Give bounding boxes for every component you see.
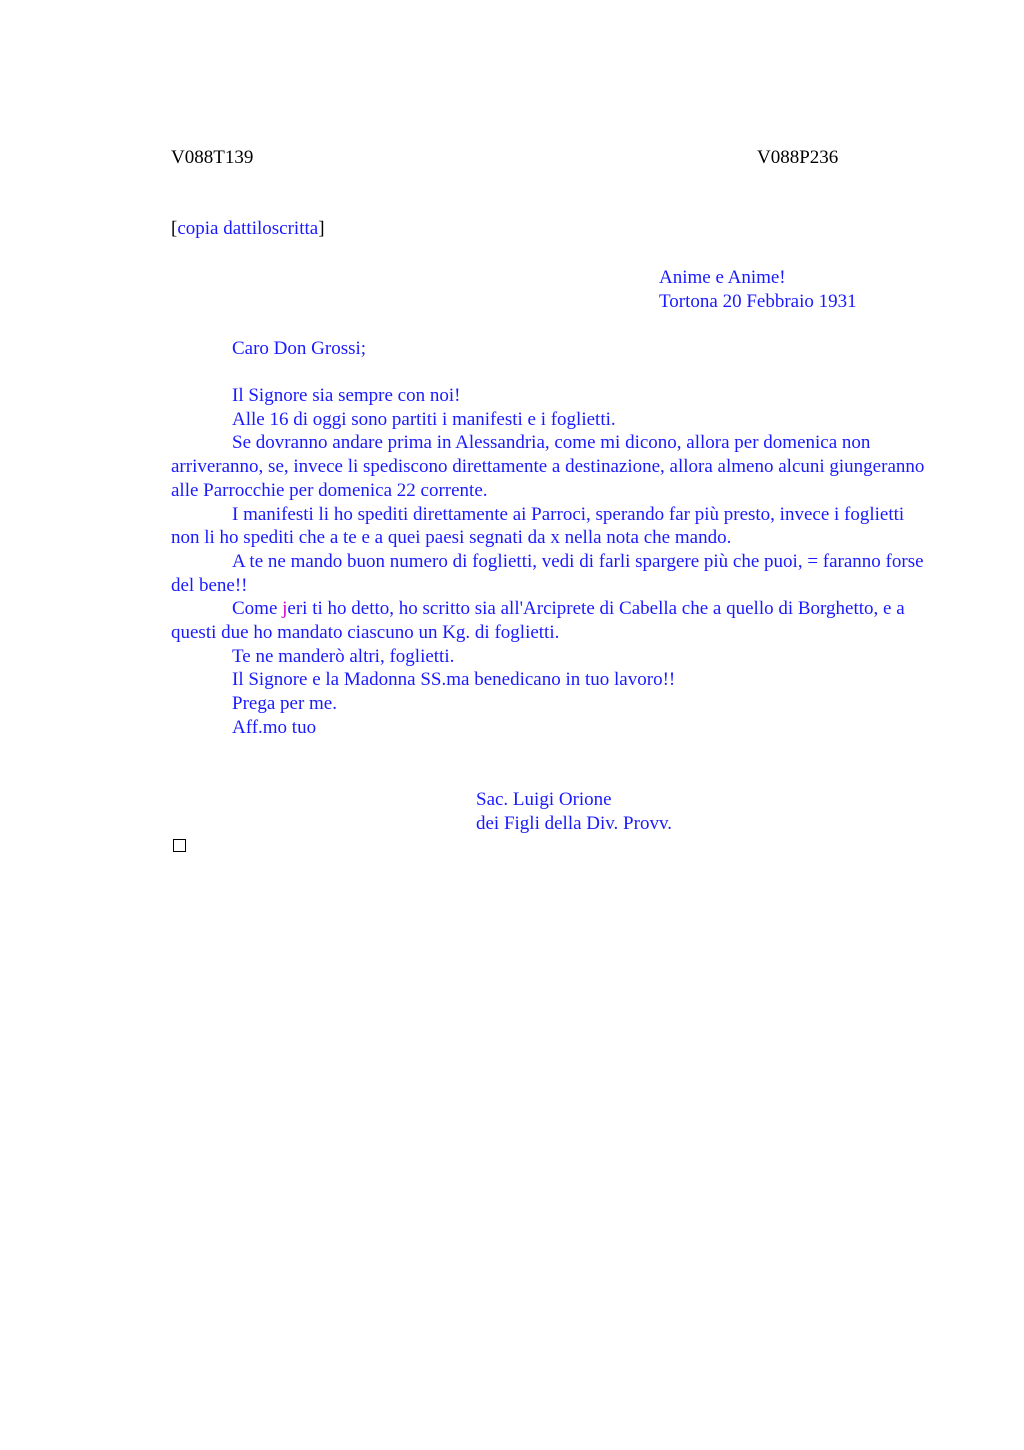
note-close-bracket: ] — [318, 218, 325, 239]
motto: Anime e Anime! — [659, 267, 786, 288]
paragraph: A te ne mando buon numero di foglietti, vedi di farli spargere più che puoi, = faranno forse del bene!! — [171, 550, 924, 596]
paragraph: Prega per me. — [232, 693, 337, 715]
paragraph: I manifesti li ho spediti direttamente ai Parroci, sperando far più presto, invece i foglietti non li ho spediti che a te e a quei paesi segnati da x nella nota che mando. — [171, 503, 905, 549]
place-date: Tortona 20 Febbraio 1931 — [659, 291, 857, 312]
signature-title: dei Figli della Div. Provv. — [476, 813, 672, 834]
doc-code-left: V088T139 — [171, 147, 254, 168]
paragraph-rest: eri ti ho detto, ho scritto sia all'Arciprete di Cabella che a quello di Borghetto, e a questi due ho mandato ciascuno un Kg. di foglietti. — [171, 598, 905, 644]
highlighted-letter: j — [282, 598, 288, 620]
end-marker-box-icon — [173, 839, 186, 852]
letter-body — [171, 384, 936, 740]
note-text: copia dattiloscritta — [177, 218, 319, 239]
paragraph: Il Signore e la Madonna SS.ma benedicano in tuo lavoro!! — [232, 669, 676, 691]
paragraph: Il Signore sia sempre con noi! — [232, 385, 461, 406]
signature-name: Sac. Luigi Orione — [476, 789, 612, 810]
typescript-note — [171, 217, 325, 241]
paragraph: Te ne manderò altri, foglietti. — [232, 645, 455, 667]
paragraph-start: Come — [232, 598, 283, 620]
paragraph: Alle 16 di oggi sono partiti i manifesti e i foglietti. — [232, 408, 616, 430]
salutation: Caro Don Grossi; — [232, 338, 367, 359]
paragraph — [171, 597, 936, 644]
note-open-bracket: [ — [171, 218, 178, 239]
doc-code-right: V088P236 — [757, 147, 839, 168]
paragraph: Aff.mo tuo — [232, 716, 317, 738]
paragraph: Se dovranno andare prima in Alessandria, come mi dicono, allora per domenica non arriveranno, se, invece li spediscono direttamente a destinazione, allora almeno alcuni giungeranno alle Parrocchie per domenica 22 corrente. — [171, 432, 925, 501]
